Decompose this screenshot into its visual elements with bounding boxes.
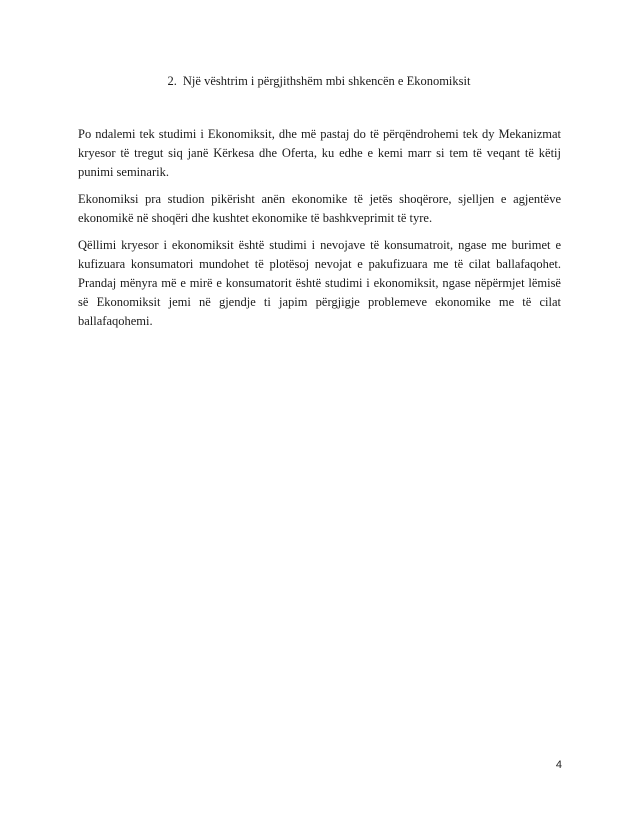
paragraph-3: Qëllimi kryesor i ekonomiksit është studimi i nevojave të konsumatroit, ngase me burimet e kufizuara konsumatori mundohet të plotësoj nevojat e pakufizuara me të cilat ballafaqohet. Prandaj mënyra më e mirë e konsumatorit është studimi i ekonomiksit, ngase nëpërmjet lëmisë së Ekonomiksit jemi në gjendje ti japim përgjigje problemeve ekonomike me të cilat ballafaqohemi.: [78, 238, 561, 328]
section-heading: [0, 73, 638, 89]
body-text: [78, 125, 561, 339]
page-number: 4: [555, 759, 562, 771]
section-title: Një vështrim i përgjithshëm mbi shkencën e Ekonomiksit: [182, 74, 471, 88]
paragraph-1: Po ndalemi tek studimi i Ekonomiksit, dhe më pastaj do të përqëndrohemi tek dy Mekanizmat kryesor të tregut siq janë Kërkesa dhe Oferta, ku edhe e kemi marr si tem të veqant të këtij punimi seminarik.: [78, 127, 561, 179]
paragraph-2: Ekonomiksi pra studion pikërisht anën ekonomike të jetës shoqërore, sjelljen e agjentëve ekonomikë në shoqëri dhe kushtet ekonomike të bashkveprimit të tyre.: [78, 192, 561, 225]
section-number: 2.: [167, 74, 177, 88]
